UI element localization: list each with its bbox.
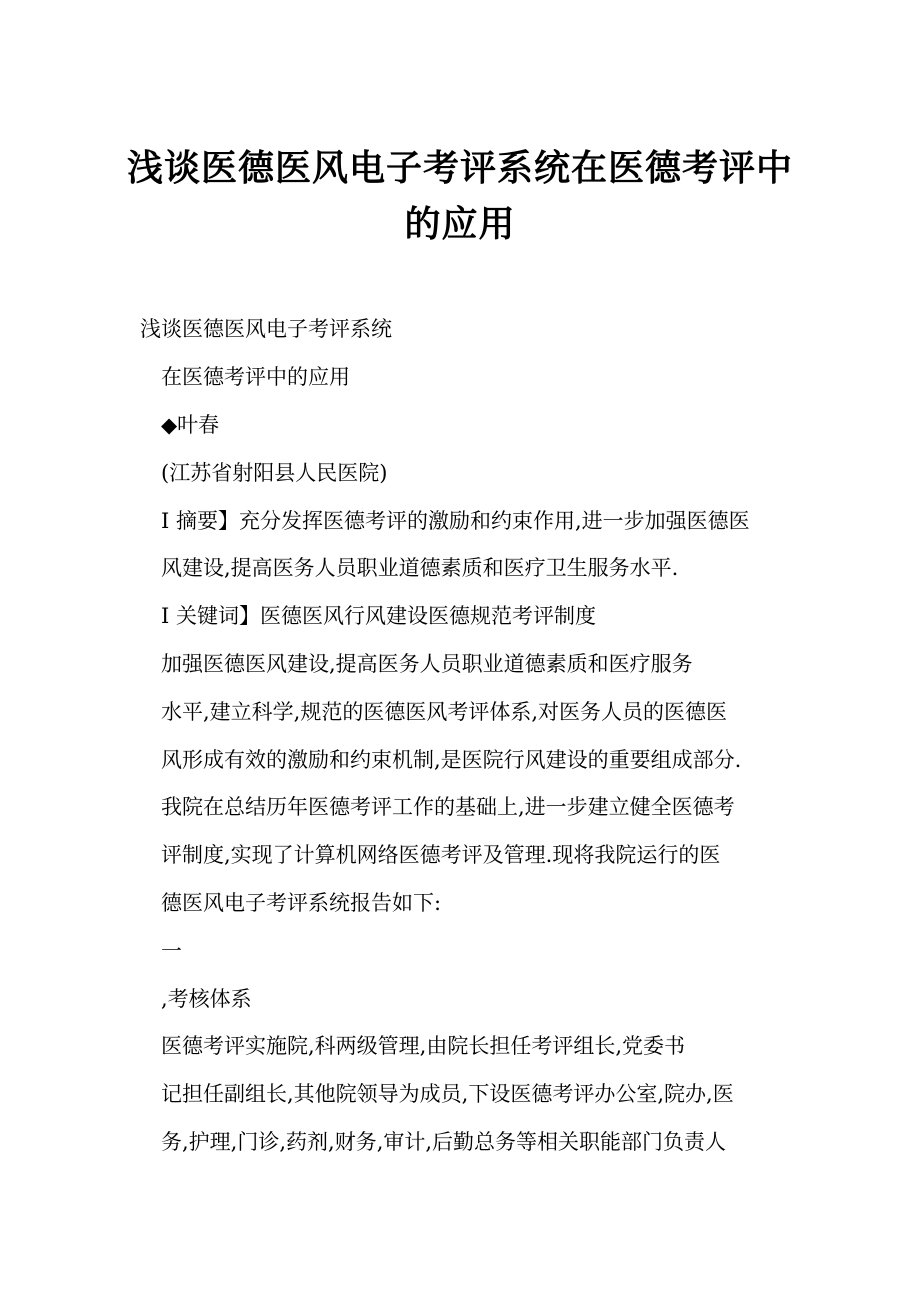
body-line: 务,护理,门诊,药剂,财务,审计,后勤总务等相关职能部门负责人 (161, 1130, 727, 1154)
author-name: ◆叶春 (161, 413, 220, 437)
body-line: 德医风电子考评系统报告如下: (161, 891, 442, 915)
title-line-1: 浅谈医德医风电子考评系统在医德考评中 (126, 147, 793, 189)
body-line: 水平,建立科学,规范的医德医风考评体系,对医务人员的医德医 (161, 700, 728, 724)
title-line-2: 的应用 (404, 203, 516, 245)
section-heading: ,考核体系 (161, 987, 252, 1011)
subtitle-line-2: 在医德考评中的应用 (161, 365, 350, 389)
author-affiliation: (江苏省射阳县人民医院) (161, 461, 388, 485)
body-line: 记担任副组长,其他院领导为成员,下设医德考评办公室,院办,医 (161, 1082, 734, 1106)
section-number: 一 (161, 939, 182, 963)
keywords-line: I 关键词】医德医风行风建设医德规范考评制度 (161, 604, 596, 628)
abstract-line-1: I 摘要】充分发挥医德考评的激励和约束作用,进一步加强医德医 (161, 509, 750, 533)
body-line: 风形成有效的激励和约束机制,是医院行风建设的重要组成部分. (161, 748, 742, 772)
subtitle-line-1: 浅谈医德医风电子考评系统 (140, 317, 392, 341)
body-line: 我院在总结历年医德考评工作的基础上,进一步建立健全医德考 (161, 795, 735, 819)
body-line: 评制度,实现了计算机网络医德考评及管理.现将我院运行的医 (161, 843, 721, 867)
document-title (100, 140, 820, 252)
body-line: 医德考评实施院,科两级管理,由院长担任考评组长,党委书 (161, 1034, 686, 1058)
abstract-line-2: 风建设,提高医务人员职业道德素质和医疗卫生服务水平. (161, 556, 679, 580)
body-line: 加强医德医风建设,提高医务人员职业道德素质和医疗服务 (161, 652, 693, 676)
